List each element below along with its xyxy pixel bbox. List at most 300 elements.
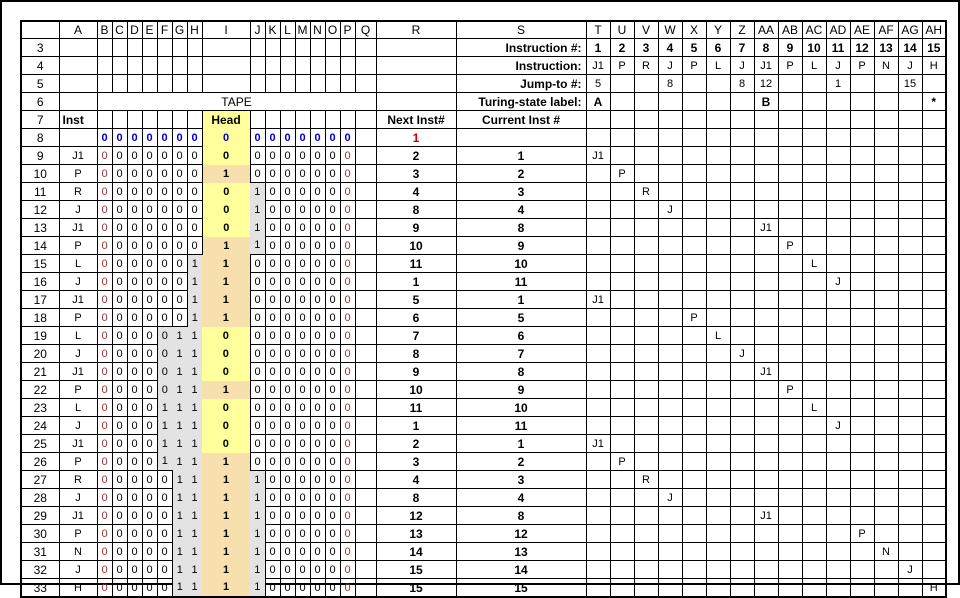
tape-cell[interactable]: 0 — [325, 291, 340, 309]
head-cell[interactable]: 1 — [202, 543, 250, 561]
tape-cell[interactable]: 0 — [97, 579, 112, 598]
column-header-Z[interactable]: Z — [730, 21, 754, 39]
empty-cell[interactable] — [187, 111, 202, 129]
trace-cell[interactable] — [826, 363, 850, 381]
trace-cell[interactable] — [802, 489, 826, 507]
tape-cell[interactable]: 0 — [142, 255, 157, 273]
head-cell[interactable]: 1 — [202, 237, 250, 255]
tape-cell[interactable]: 0 — [325, 129, 340, 147]
trace-cell[interactable] — [922, 417, 946, 435]
trace-cell[interactable] — [682, 579, 706, 598]
tape-cell[interactable]: 0 — [97, 471, 112, 489]
tape-cell[interactable]: 0 — [325, 309, 340, 327]
trace-cell[interactable] — [802, 183, 826, 201]
tape-cell[interactable]: 0 — [142, 309, 157, 327]
inst-cell[interactable]: J — [59, 561, 97, 579]
tape-cell[interactable]: 0 — [295, 129, 310, 147]
tape-cell[interactable]: 1 — [187, 363, 202, 381]
program-state-cell[interactable] — [730, 93, 754, 111]
trace-cell[interactable] — [874, 381, 898, 399]
trace-cell[interactable] — [730, 489, 754, 507]
trace-cell[interactable] — [682, 237, 706, 255]
column-header-X[interactable]: X — [682, 21, 706, 39]
trace-cell[interactable] — [682, 453, 706, 471]
trace-cell[interactable] — [634, 543, 658, 561]
current-inst-cell[interactable]: 4 — [456, 201, 586, 219]
jump-to-label[interactable]: Jump-to #: — [456, 75, 586, 93]
row-number[interactable]: 28 — [21, 489, 59, 507]
row-number[interactable]: 12 — [21, 201, 59, 219]
trace-cell[interactable] — [778, 345, 802, 363]
tape-cell[interactable]: 0 — [325, 471, 340, 489]
inst-cell[interactable]: L — [59, 327, 97, 345]
trace-cell[interactable] — [586, 273, 610, 291]
tape-cell[interactable]: 0 — [295, 165, 310, 183]
tape-cell[interactable]: 0 — [280, 273, 295, 291]
trace-cell[interactable] — [706, 363, 730, 381]
tape-cell[interactable]: 0 — [250, 165, 265, 183]
inst-cell[interactable]: J1 — [59, 363, 97, 381]
trace-cell[interactable] — [826, 543, 850, 561]
trace-cell[interactable] — [922, 363, 946, 381]
trace-cell[interactable] — [610, 237, 634, 255]
trace-cell[interactable]: J1 — [586, 435, 610, 453]
tape-cell[interactable]: 0 — [112, 291, 127, 309]
tape-cell[interactable]: 0 — [340, 561, 355, 579]
tape-cell[interactable]: 0 — [295, 489, 310, 507]
trace-cell[interactable] — [658, 507, 682, 525]
program-jumpto-cell[interactable] — [778, 75, 802, 93]
tape-cell[interactable]: 0 — [142, 417, 157, 435]
trace-cell[interactable] — [898, 417, 922, 435]
column-header-E[interactable]: E — [142, 21, 157, 39]
head-cell[interactable]: 0 — [202, 363, 250, 381]
column-header-M[interactable]: M — [295, 21, 310, 39]
program-state-cell[interactable] — [610, 93, 634, 111]
trace-cell[interactable] — [706, 219, 730, 237]
trace-cell[interactable] — [874, 327, 898, 345]
trace-cell[interactable] — [586, 579, 610, 598]
tape-cell[interactable]: 0 — [310, 345, 325, 363]
inst-cell[interactable]: P — [59, 309, 97, 327]
row-number[interactable]: 4 — [21, 57, 59, 75]
next-inst-cell[interactable]: 5 — [376, 291, 456, 309]
trace-cell[interactable] — [730, 453, 754, 471]
trace-cell[interactable] — [586, 201, 610, 219]
tape-cell[interactable]: 0 — [112, 561, 127, 579]
current-inst-cell[interactable]: 2 — [456, 165, 586, 183]
next-inst-cell[interactable]: 11 — [376, 255, 456, 273]
trace-cell[interactable] — [610, 147, 634, 165]
program-instruction-cell[interactable]: J — [826, 57, 850, 75]
tape-cell[interactable]: 0 — [127, 345, 142, 363]
tape-cell[interactable]: 0 — [127, 273, 142, 291]
current-inst-cell[interactable]: 8 — [456, 363, 586, 381]
trace-cell[interactable] — [778, 561, 802, 579]
trace-cell[interactable] — [682, 183, 706, 201]
trace-cell[interactable] — [586, 255, 610, 273]
trace-cell[interactable] — [658, 525, 682, 543]
empty-cell[interactable] — [59, 39, 97, 57]
trace-cell[interactable] — [802, 309, 826, 327]
trace-cell[interactable] — [682, 471, 706, 489]
tape-cell[interactable]: 0 — [142, 237, 157, 255]
trace-cell[interactable] — [706, 201, 730, 219]
column-header-U[interactable]: U — [610, 21, 634, 39]
head-cell[interactable]: 1 — [202, 291, 250, 309]
current-inst-cell[interactable]: 5 — [456, 309, 586, 327]
tape-cell[interactable]: 0 — [295, 561, 310, 579]
tape-cell[interactable]: 0 — [250, 327, 265, 345]
program-jumpto-cell[interactable] — [802, 75, 826, 93]
trace-cell[interactable] — [730, 525, 754, 543]
trace-cell[interactable] — [586, 453, 610, 471]
tape-cell[interactable]: 0 — [340, 363, 355, 381]
tape-cell[interactable]: 0 — [250, 381, 265, 399]
empty-cell[interactable] — [250, 39, 265, 57]
tape-cell[interactable]: 0 — [340, 309, 355, 327]
tape-cell[interactable]: 0 — [265, 561, 280, 579]
trace-cell[interactable] — [826, 489, 850, 507]
tape-cell[interactable]: 0 — [325, 561, 340, 579]
tape-cell[interactable]: 0 — [157, 165, 172, 183]
tape-cell[interactable]: 0 — [157, 273, 172, 291]
program-number-cell[interactable]: 13 — [874, 39, 898, 57]
trace-cell[interactable] — [922, 219, 946, 237]
trace-cell[interactable] — [706, 525, 730, 543]
trace-cell[interactable] — [682, 417, 706, 435]
tape-cell[interactable]: 0 — [280, 525, 295, 543]
program-number-cell[interactable]: 1 — [586, 39, 610, 57]
tape-cell[interactable]: 0 — [97, 327, 112, 345]
trace-cell[interactable] — [610, 219, 634, 237]
empty-cell[interactable] — [340, 57, 355, 75]
tape-cell[interactable]: 0 — [157, 237, 172, 255]
empty-cell[interactable] — [295, 111, 310, 129]
tape-cell[interactable]: 1 — [187, 435, 202, 453]
trace-cell[interactable] — [658, 435, 682, 453]
tape-cell[interactable]: 0 — [142, 561, 157, 579]
trace-cell[interactable] — [682, 561, 706, 579]
trace-cell[interactable] — [898, 453, 922, 471]
tape-cell[interactable]: 0 — [157, 381, 172, 399]
empty-cell[interactable] — [355, 111, 376, 129]
current-inst-cell[interactable]: 2 — [456, 453, 586, 471]
trace-cell[interactable] — [826, 255, 850, 273]
tape-cell[interactable]: 1 — [250, 489, 265, 507]
current-inst-cell[interactable]: 3 — [456, 471, 586, 489]
tape-cell[interactable]: 1 — [172, 435, 187, 453]
trace-cell[interactable]: L — [802, 399, 826, 417]
empty-cell[interactable] — [754, 111, 778, 129]
trace-cell[interactable] — [586, 399, 610, 417]
trace-cell[interactable] — [826, 219, 850, 237]
tape-cell[interactable]: 1 — [172, 525, 187, 543]
trace-cell[interactable] — [682, 273, 706, 291]
trace-cell[interactable] — [682, 363, 706, 381]
trace-cell[interactable] — [802, 381, 826, 399]
spacer-cell[interactable] — [355, 147, 376, 165]
empty-cell[interactable] — [730, 111, 754, 129]
empty-cell[interactable] — [172, 39, 187, 57]
tape-cell[interactable]: 0 — [280, 309, 295, 327]
trace-cell[interactable] — [754, 309, 778, 327]
tape-cell[interactable]: 0 — [325, 183, 340, 201]
program-instruction-cell[interactable]: L — [706, 57, 730, 75]
tape-cell[interactable]: 0 — [250, 417, 265, 435]
tape-cell[interactable]: 0 — [172, 147, 187, 165]
trace-cell[interactable] — [778, 417, 802, 435]
empty-cell[interactable] — [250, 75, 265, 93]
tape-cell[interactable]: 0 — [280, 237, 295, 255]
trace-cell[interactable] — [730, 507, 754, 525]
spacer-cell[interactable] — [355, 327, 376, 345]
empty-cell[interactable] — [280, 75, 295, 93]
tape-cell[interactable]: 0 — [310, 561, 325, 579]
trace-cell[interactable] — [706, 273, 730, 291]
tape-cell[interactable]: 0 — [310, 273, 325, 291]
trace-cell[interactable] — [850, 579, 874, 598]
tape-cell[interactable]: 0 — [265, 399, 280, 417]
row-number[interactable]: 8 — [21, 129, 59, 147]
inst-cell[interactable]: J — [59, 201, 97, 219]
row-number[interactable]: 30 — [21, 525, 59, 543]
spacer-cell[interactable] — [355, 507, 376, 525]
trace-cell[interactable] — [658, 561, 682, 579]
trace-cell[interactable] — [874, 525, 898, 543]
tape-cell[interactable]: 0 — [157, 363, 172, 381]
tape-cell[interactable]: 1 — [172, 399, 187, 417]
spacer-cell[interactable] — [355, 201, 376, 219]
spacer-cell[interactable] — [355, 579, 376, 598]
trace-cell[interactable] — [634, 489, 658, 507]
tape-cell[interactable]: 0 — [295, 381, 310, 399]
tape-cell[interactable]: 0 — [157, 147, 172, 165]
trace-cell[interactable] — [682, 255, 706, 273]
trace-cell[interactable] — [898, 399, 922, 417]
trace-cell[interactable]: P — [610, 453, 634, 471]
empty-cell[interactable] — [355, 75, 376, 93]
tape-cell[interactable]: 0 — [325, 525, 340, 543]
head-cell[interactable]: 0 — [202, 435, 250, 453]
tape-cell[interactable]: 0 — [295, 237, 310, 255]
trace-cell[interactable] — [778, 201, 802, 219]
tape-cell[interactable]: 1 — [187, 309, 202, 327]
tape-cell[interactable]: 0 — [280, 507, 295, 525]
spacer-cell[interactable] — [355, 435, 376, 453]
trace-cell[interactable]: J — [826, 417, 850, 435]
tape-cell[interactable]: 0 — [280, 453, 295, 471]
tape-cell[interactable]: 0 — [340, 435, 355, 453]
trace-cell[interactable] — [898, 219, 922, 237]
program-instruction-cell[interactable]: P — [850, 57, 874, 75]
trace-cell[interactable] — [826, 507, 850, 525]
tape-cell[interactable]: 1 — [250, 507, 265, 525]
row-number[interactable]: 26 — [21, 453, 59, 471]
tape-cell[interactable]: 0 — [325, 435, 340, 453]
trace-cell[interactable] — [778, 507, 802, 525]
tape-cell[interactable]: 0 — [310, 579, 325, 598]
trace-cell[interactable] — [778, 471, 802, 489]
tape-cell[interactable]: 0 — [97, 201, 112, 219]
tape-cell[interactable]: 0 — [265, 471, 280, 489]
tape-cell[interactable]: 0 — [97, 183, 112, 201]
next-inst-cell[interactable]: 6 — [376, 309, 456, 327]
trace-cell[interactable] — [874, 399, 898, 417]
tape-cell[interactable]: 0 — [112, 255, 127, 273]
trace-cell[interactable] — [874, 291, 898, 309]
tape-cell[interactable]: 0 — [340, 147, 355, 165]
program-state-cell[interactable]: A — [586, 93, 610, 111]
inst-cell[interactable]: P — [59, 381, 97, 399]
trace-cell[interactable] — [874, 129, 898, 147]
next-inst-cell[interactable]: 8 — [376, 489, 456, 507]
trace-cell[interactable] — [826, 435, 850, 453]
trace-cell[interactable] — [730, 237, 754, 255]
trace-cell[interactable] — [778, 165, 802, 183]
trace-cell[interactable] — [898, 291, 922, 309]
tape-cell[interactable]: 0 — [127, 147, 142, 165]
current-inst-cell[interactable]: 1 — [456, 435, 586, 453]
tape-cell[interactable]: 0 — [265, 201, 280, 219]
empty-cell[interactable] — [898, 111, 922, 129]
head-cell[interactable]: 0 — [202, 147, 250, 165]
tape-cell[interactable]: 0 — [112, 201, 127, 219]
tape-cell[interactable]: 0 — [310, 255, 325, 273]
tape-cell[interactable]: 0 — [97, 363, 112, 381]
tape-cell[interactable]: 0 — [265, 489, 280, 507]
tape-cell[interactable]: 0 — [157, 291, 172, 309]
program-state-cell[interactable] — [778, 93, 802, 111]
empty-cell[interactable] — [280, 39, 295, 57]
column-header-K[interactable]: K — [265, 21, 280, 39]
trace-cell[interactable] — [682, 543, 706, 561]
tape-cell[interactable]: 0 — [97, 381, 112, 399]
trace-cell[interactable] — [826, 561, 850, 579]
head-cell[interactable]: 1 — [202, 489, 250, 507]
tape-cell[interactable]: 0 — [340, 183, 355, 201]
inst-cell[interactable]: R — [59, 471, 97, 489]
program-number-cell[interactable]: 14 — [898, 39, 922, 57]
trace-cell[interactable] — [754, 435, 778, 453]
row-number[interactable]: 15 — [21, 255, 59, 273]
trace-cell[interactable] — [898, 525, 922, 543]
column-header-AA[interactable]: AA — [754, 21, 778, 39]
tape-cell[interactable]: 0 — [265, 129, 280, 147]
tape-cell[interactable]: 0 — [142, 165, 157, 183]
program-jumpto-cell[interactable]: 8 — [658, 75, 682, 93]
empty-cell[interactable] — [295, 57, 310, 75]
trace-cell[interactable] — [778, 525, 802, 543]
tape-cell[interactable]: 0 — [142, 399, 157, 417]
trace-cell[interactable] — [634, 417, 658, 435]
empty-cell[interactable] — [112, 39, 127, 57]
trace-cell[interactable] — [658, 345, 682, 363]
trace-cell[interactable] — [634, 345, 658, 363]
row-number[interactable]: 13 — [21, 219, 59, 237]
tape-cell[interactable]: 0 — [127, 327, 142, 345]
tape-cell[interactable]: 0 — [157, 201, 172, 219]
trace-cell[interactable] — [874, 561, 898, 579]
trace-cell[interactable]: P — [778, 381, 802, 399]
tape-cell[interactable]: 0 — [142, 525, 157, 543]
tape-cell[interactable]: 0 — [127, 363, 142, 381]
trace-cell[interactable] — [850, 165, 874, 183]
tape-cell[interactable]: 1 — [172, 543, 187, 561]
tape-cell[interactable]: 0 — [265, 579, 280, 598]
empty-cell[interactable] — [325, 111, 340, 129]
tape-cell[interactable]: 1 — [250, 237, 265, 255]
trace-cell[interactable] — [658, 417, 682, 435]
row-number[interactable]: 20 — [21, 345, 59, 363]
empty-cell[interactable] — [874, 111, 898, 129]
trace-cell[interactable] — [898, 165, 922, 183]
tape-cell[interactable]: 0 — [295, 219, 310, 237]
tape-cell[interactable]: 0 — [340, 381, 355, 399]
tape-cell[interactable]: 0 — [172, 309, 187, 327]
trace-cell[interactable] — [658, 399, 682, 417]
trace-cell[interactable] — [826, 381, 850, 399]
empty-cell[interactable] — [310, 39, 325, 57]
trace-cell[interactable] — [682, 219, 706, 237]
trace-cell[interactable] — [634, 561, 658, 579]
tape-cell[interactable]: 0 — [250, 273, 265, 291]
tape-cell[interactable]: 0 — [340, 291, 355, 309]
trace-cell[interactable] — [778, 309, 802, 327]
trace-cell[interactable] — [610, 309, 634, 327]
trace-cell[interactable] — [898, 309, 922, 327]
tape-cell[interactable]: 1 — [187, 381, 202, 399]
tape-cell[interactable]: 0 — [112, 417, 127, 435]
trace-cell[interactable] — [706, 165, 730, 183]
tape-cell[interactable]: 0 — [112, 507, 127, 525]
empty-cell[interactable] — [202, 39, 250, 57]
column-header-L[interactable]: L — [280, 21, 295, 39]
trace-cell[interactable] — [922, 165, 946, 183]
trace-cell[interactable] — [826, 471, 850, 489]
trace-cell[interactable] — [778, 291, 802, 309]
trace-cell[interactable] — [802, 219, 826, 237]
trace-cell[interactable] — [634, 129, 658, 147]
trace-cell[interactable] — [802, 273, 826, 291]
trace-cell[interactable] — [754, 147, 778, 165]
trace-cell[interactable] — [586, 507, 610, 525]
trace-cell[interactable] — [610, 273, 634, 291]
trace-cell[interactable] — [658, 219, 682, 237]
tape-cell[interactable]: 0 — [340, 327, 355, 345]
trace-cell[interactable] — [754, 525, 778, 543]
trace-cell[interactable]: P — [778, 237, 802, 255]
row-number[interactable]: 25 — [21, 435, 59, 453]
tape-cell[interactable]: 0 — [295, 345, 310, 363]
trace-cell[interactable]: J — [658, 201, 682, 219]
tape-cell[interactable]: 0 — [310, 417, 325, 435]
trace-cell[interactable] — [778, 453, 802, 471]
tape-cell[interactable]: 0 — [265, 453, 280, 471]
tape-cell[interactable]: 0 — [172, 165, 187, 183]
trace-cell[interactable]: N — [874, 543, 898, 561]
tape-cell[interactable]: 0 — [187, 237, 202, 255]
trace-cell[interactable] — [754, 201, 778, 219]
trace-cell[interactable] — [778, 219, 802, 237]
empty-cell[interactable] — [127, 57, 142, 75]
spacer-cell[interactable] — [355, 561, 376, 579]
trace-cell[interactable] — [658, 309, 682, 327]
trace-cell[interactable] — [610, 471, 634, 489]
trace-cell[interactable] — [922, 309, 946, 327]
trace-cell[interactable] — [706, 435, 730, 453]
trace-cell[interactable] — [658, 183, 682, 201]
